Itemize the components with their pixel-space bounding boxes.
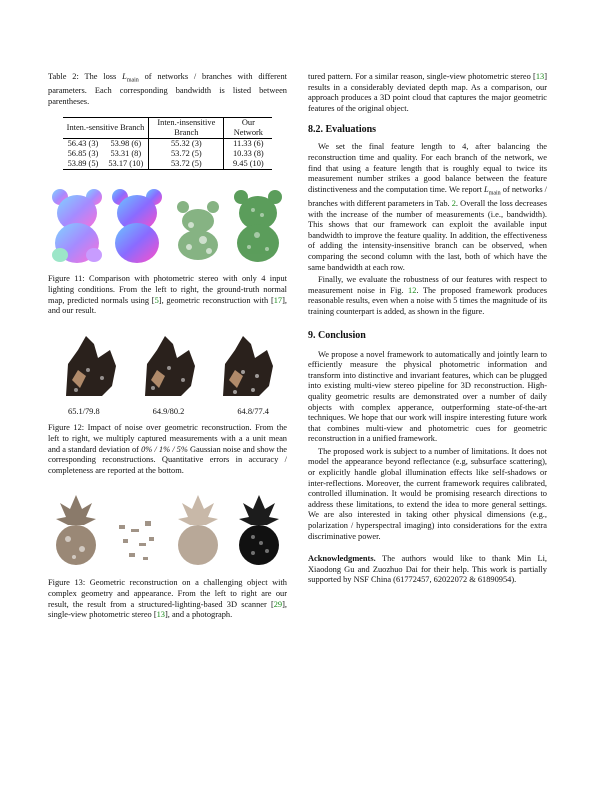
acknowledgments-paragraph: Acknowledgments. The authors would like to thank Min Li, Xiaodong Gu and Zuozhuo Dai for their help. This work is partially supported by NSF China (61772457, 62022072 & 61890954). bbox=[308, 554, 547, 585]
figure-11-images bbox=[48, 184, 287, 266]
figure-13-caption: Figure 13: Geometric reconstruction on a challenging object with complex geometry and appearance. From the left to right are our result, the result from a structured-lighting-based 3D scanner [29], single-view photometric stereo [13], and a photograph. bbox=[48, 578, 287, 620]
pineapple-photograph-image bbox=[231, 491, 287, 569]
rooster-noise-5-image bbox=[215, 330, 277, 404]
table2-caption: Table 2: The loss $L_{main}$ of networks / branches with different parameters. Each corresponding bandwidth is listed between parentheses. bbox=[48, 72, 287, 106]
left-column bbox=[48, 72, 287, 621]
conclusion-paragraph-1: We propose a novel framework to automatically and jointly learn to efficiently measure the physical photometric information and transform into distinctive and invariant features, which can be plugged into existing multi-view stereo pipeline for 3D reconstruction. High-quality geometric results are demonstrated over a number of daily objects with complex apperance, outperforming state-of-the-art techniques. We hope that our work will inspire interesting future work that combines multi-view and photometric cues for geometric reconstruction in a unified framework. bbox=[308, 349, 547, 444]
table-header: Our Network bbox=[233, 118, 263, 138]
right-column bbox=[308, 72, 547, 586]
pineapple-photometric-stereo-image bbox=[170, 491, 226, 569]
noise-5-metric: 64.8/77.4 bbox=[237, 406, 269, 416]
table-row: 53.89 (5) 53.17 (10) 53.72 (5) 9.45 (10) bbox=[63, 159, 273, 170]
figure-12-caption: Figure 12: Impact of noise over geometric reconstruction. From the left to right, we multiply captured measurements with a a unit mean and a standard deviation of 0% / 1% / 5% Gaussian noise and show the corresponding reconstructions. Quantitative errors in accuracy / completeness are reported at the bottom. bbox=[48, 423, 288, 475]
bear-our-result-image bbox=[229, 185, 287, 265]
figure-13-images bbox=[48, 490, 287, 570]
table-row: 56.85 (3) 53.31 (8) 53.72 (5) 10.33 (8) bbox=[67, 149, 264, 159]
figure-11-caption: Figure 11: Comparison with photometric stereo with only 4 input lighting conditions. From the left to right, the ground-truth normal map, predicted normals using [5], geometric reconstruction with [17], and our result. bbox=[48, 274, 287, 316]
rooster-noise-0-image bbox=[58, 330, 120, 404]
evaluation-paragraph-2: Finally, we evaluate the robustness of our features with respect to measurement noise in Fig. 12. The proposed framework produces reasonable results, even when a noise with 5 times the magnitude of its training counterpart is added, as shown in the figure. bbox=[308, 275, 547, 316]
pineapple-our-result-image bbox=[48, 491, 104, 569]
figure-12-images bbox=[48, 329, 287, 405]
bear-normal-map-image bbox=[48, 185, 106, 265]
section-9-title: 9. Conclusion bbox=[308, 329, 366, 341]
intro-paragraph: tured pattern. For a similar reason, single-view photometric stereo [13] results in a considerably deviated depth map. As a comparison, our approach produces a 3D point cloud that captures the major geometric features of the original object. bbox=[308, 72, 547, 113]
bear-predicted-normals-image bbox=[108, 185, 166, 265]
table2 bbox=[63, 117, 273, 170]
noise-0-metric: 65.1/79.8 bbox=[68, 406, 100, 416]
table-header: Inten.-insensitive Branch bbox=[149, 118, 224, 139]
bear-geometric-reconstruction-image bbox=[169, 185, 227, 265]
rooster-noise-1-image bbox=[137, 330, 199, 404]
section-8-2-title: 8.2. Evaluations bbox=[308, 124, 377, 136]
table-header: Inten.-sensitive Branch bbox=[63, 118, 149, 139]
figure-12-labels bbox=[48, 407, 287, 418]
evaluation-paragraph-1: We set the final feature length to 4, after balancing the reconstruction time and quality. For each branch of the network, we find that using a feature length that is roughly equal to twice its measurement number strikes a good balance between the feature distinctiveness and the computation time. We report $L_{main}$ of networks / branches with different parameters in Tab. 2. Overall the loss decreases with the increase of the number of measurements (i.e., bandwidth). This shows that our framework can exploit the available input bandwidth to improve the feature quality. In addition, the effectiveness of adding the intensity-insensitive branch can be observed, when comparing the second column with the last, both of which have the same bandwidth at each row. bbox=[308, 142, 548, 272]
conclusion-paragraph-2: The proposed work is subject to a number of limitations. It does not model the appearance beyond reflectance (e.g, subsurface scattering), or explicitly handle global illumination effects like self-shadows or inter-reflections. Moreover, the current framework requires calibrated, controlled illumination. It would be promising research directions to address these limitations, to extend the idea to more general settings. We are also interested in taking other physical dimensions (e.g., polarization / hyperspectral imaging) into considerations for the extra discriminative power. bbox=[308, 446, 547, 541]
pineapple-structured-light-image bbox=[109, 491, 165, 569]
table-row: 56.43 (3) 53.98 (6) 55.32 (3) 11.33 (6) bbox=[63, 139, 273, 150]
noise-1-metric: 64.9/80.2 bbox=[152, 406, 185, 416]
